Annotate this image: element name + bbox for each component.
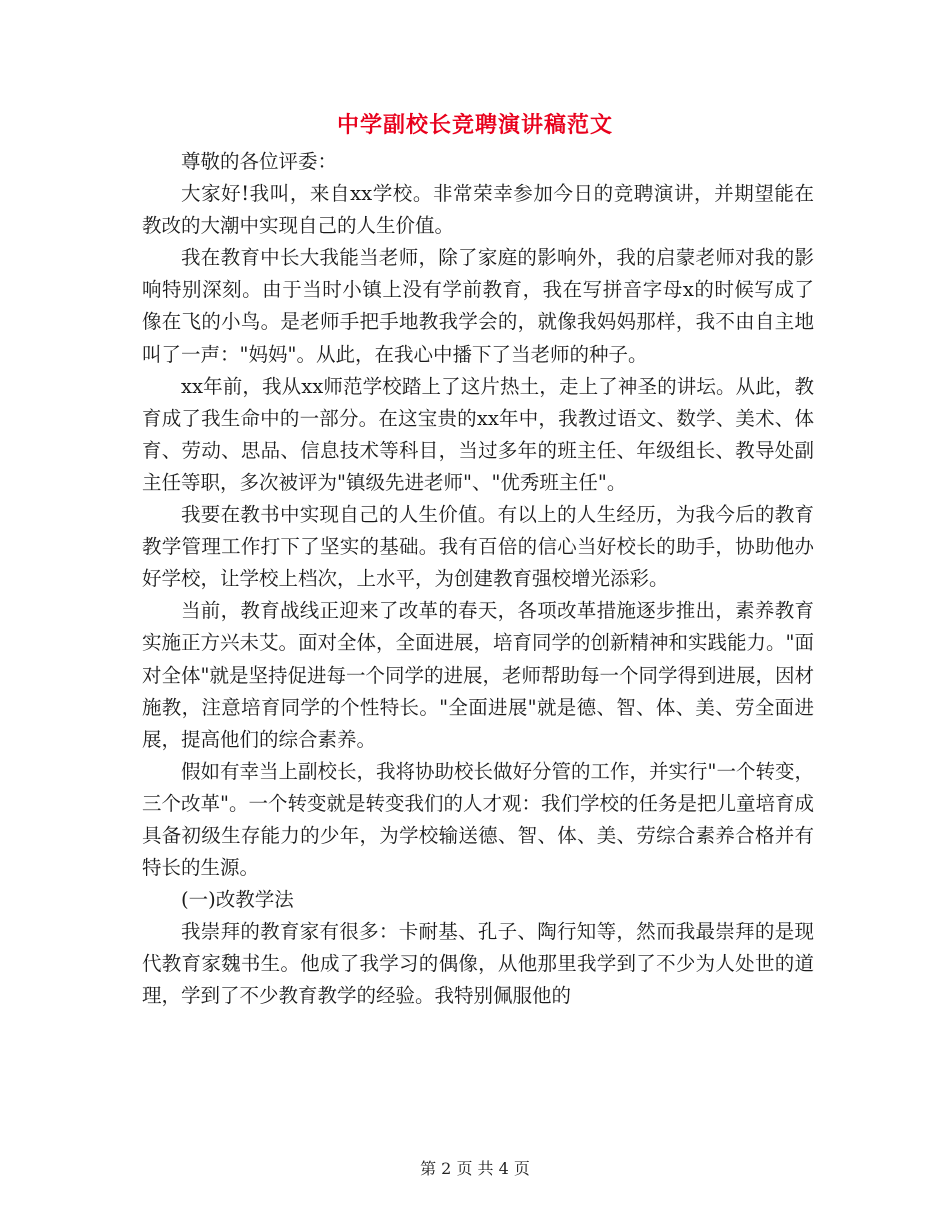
paragraph: xx年前，我从xx师范学校踏上了这片热土，走上了神圣的讲坛。从此，教育成了我生命中的一部分。在这宝贵的xx年中，我教过语文、数学、美术、体育、劳动、思品、信息技术等科目，当过多年的班主任、年级组长、教导处副主任等职，多次被评为"镇级先进老师"、"优秀班主任"。 — [142, 374, 814, 494]
paragraph: 我崇拜的教育家有很多：卡耐基、孔子、陶行知等，然而我最崇拜的是现代教育家魏书生。他成了我学习的偶像，从他那里我学到了不少为人处世的道理，学到了不少教育教学的经验。我特别佩服他的 — [142, 920, 814, 1008]
section-heading: (一)改教学法 — [181, 888, 294, 912]
document-body — [142, 146, 814, 1013]
paragraph: 假如有幸当上副校长，我将协助校长做好分管的工作，并实行"一个转变，三个改革"。一个转变就是转变我们的人才观：我们学校的任务是把儿童培育成具备初级生存能力的少年，为学校输送德、智、体、美、劳综合素养合格并有特长的生源。 — [142, 759, 814, 880]
paragraph: 当前，教育战线正迎来了改革的春天，各项改革措施逐步推出，素养教育实施正方兴未艾。面对全体，全面进展，培育同学的创新精神和实践能力。"面对全体"就是坚持促进每一个同学的进展，老师帮助每一个同学得到进展，因材施教，注意培育同学的个性特长。"全面进展"就是德、智、体、美、劳全面进展，提高他们的综合素养。 — [142, 599, 814, 751]
paragraph: 我要在教书中实现自己的人生价值。有以上的人生经历，为我今后的教育教学管理工作打下了坚实的基础。我有百倍的信心当好校长的助手，协助他办好学校，让学校上档次，上水平，为创建教育强校增光添彩。 — [142, 503, 814, 591]
salutation: 尊敬的各位评委： — [181, 150, 338, 173]
paragraph: 我在教育中长大我能当老师，除了家庭的影响外，我的启蒙老师对我的影响特别深刻。由于当时小镇上没有学前教育，我在写拼音字母x的时候写成了像在飞的小鸟。是老师手把手地教我学会的，就像我妈妈那样，我不由自主地叫了一声："妈妈"。从此，在我心中播下了当老师的种子。 — [142, 246, 814, 366]
paragraph: 大家好!我叫，来自xx学校。非常荣幸参加今日的竞聘演讲，并期望能在教改的大潮中实现自己的人生价值。 — [142, 182, 814, 238]
page-number-footer: 第 2 页 共 4 页 — [420, 1159, 530, 1178]
document-title: 中学副校长竞聘演讲稿范文 — [336, 113, 613, 138]
